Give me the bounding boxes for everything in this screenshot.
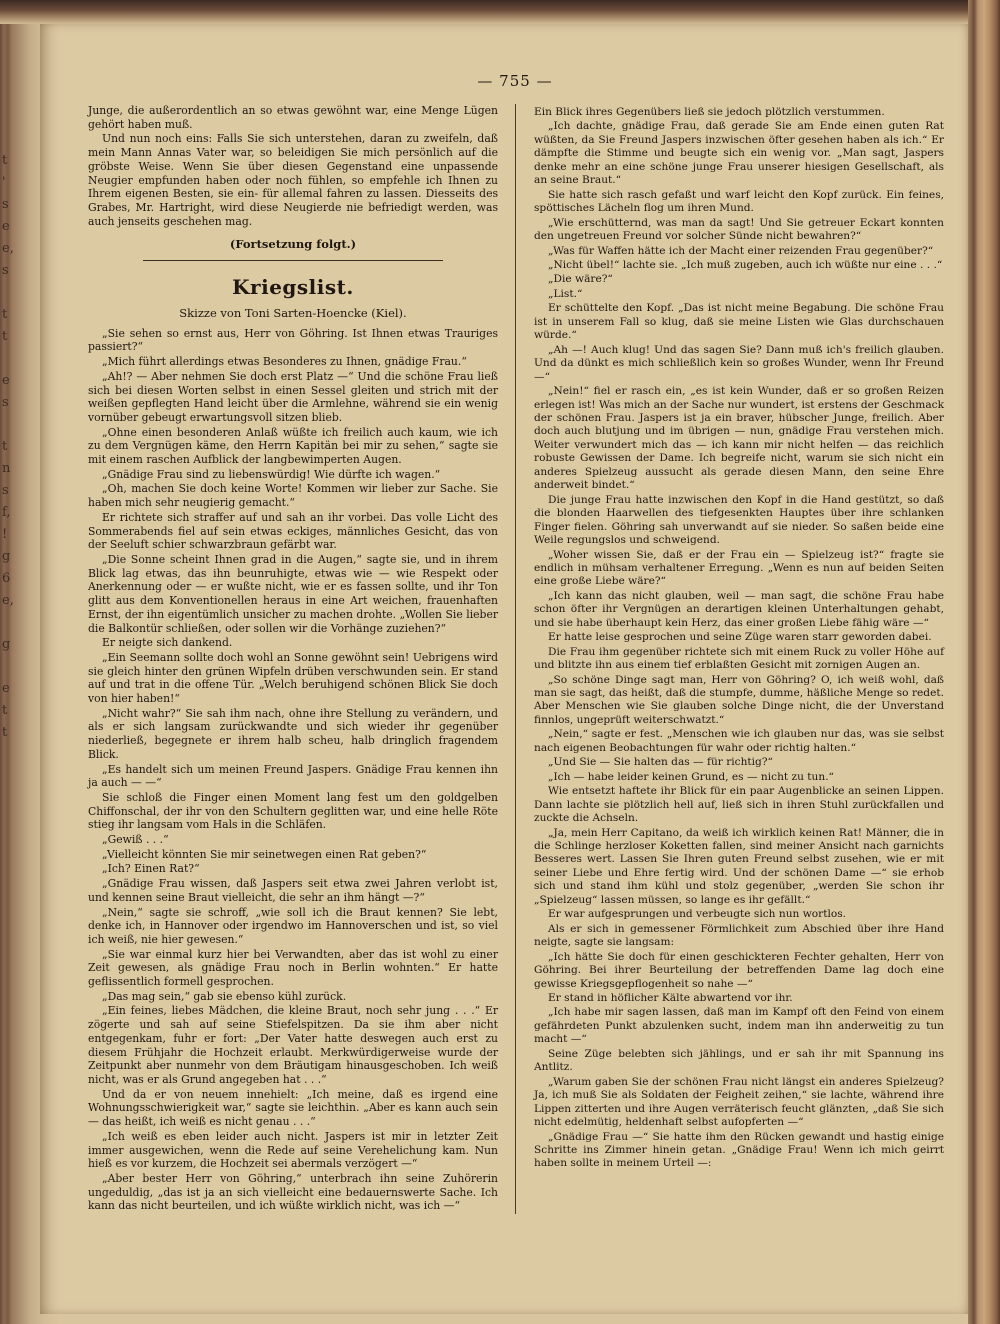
margin-fragment: f, — [2, 505, 11, 520]
paragraph: „Die wäre?“ — [548, 273, 613, 286]
margin-fragment: s — [2, 483, 9, 498]
paragraph: Er stand in höflicher Kälte abwartend vor ihr. — [548, 992, 793, 1004]
paragraph: „Es handelt sich um meinen Freund Jaspers. Gnädige Frau kennen ihn ja auch — —“ — [88, 762, 498, 790]
paragraph: Ein Blick ihres Gegenübers ließ sie jedoch plötzlich verstummen. — [534, 106, 885, 118]
paragraph: „Sie sehen so ernst aus, Herr von Göhring. Ist Ihnen etwas Trauriges passiert?“ — [88, 326, 498, 354]
paragraph: Die junge Frau hatte inzwischen den Kopf in die Hand gestützt, so daß die blonden Haarwellen des tiefgesenkten Hauptes über ihre schlanken Finger fielen. Göhring sah unverwandt auf sie nieder. So saßen beide eine Weile regungslos und schweigend. — [534, 493, 944, 547]
paragraph: „Ah!? — Aber nehmen Sie doch erst Platz —“ Und die schöne Frau ließ sich bei diesen Worten selbst in einen Sessel gleiten und strich mit der weißen gepflegten Hand leicht über die Armlehne, während sie ein wenig vornüber gebeugt erwartungsvoll sitzen blieb. — [88, 369, 498, 424]
paragraph: „Gewiß . . .“ — [102, 833, 169, 847]
paragraph: Wie entsetzt haftete ihr Blick für ein paar Augenblicke an seinen Lippen. Dann lachte sie plötzlich hell auf, ließ sich in ihren Stuhl zurückfallen und zuckte die Achseln. — [534, 785, 944, 825]
margin-fragment: ' — [2, 175, 6, 190]
paragraph: „Mich führt allerdings etwas Besonderes zu Ihnen, gnädige Frau.“ — [102, 355, 467, 369]
margin-fragment: t — [2, 329, 8, 344]
right-column — [534, 106, 944, 1172]
margin-fragment: t — [2, 307, 8, 322]
paragraph: „Ein Seemann sollte doch wohl an Sonne gewöhnt sein! Uebrigens wird sie gleich hinter den grünen Wipfeln drüben verschwunden sein. Er stand auf und trat in die offene Tür. „Welch beruhigend schönen Blick Sie doch von hier haben!“ — [88, 650, 498, 706]
margin-fragment: e, — [2, 593, 14, 608]
paragraph: „Ich hätte Sie doch für einen geschickteren Fechter gehalten, Herr von Göhring. Bei ihrer Beurteilung der betreffenden Dame lag doch eine gewisse Kriegsgepflogenheit so nahe —“ — [534, 950, 944, 990]
paragraph: „Was für Waffen hätte ich der Macht einer reizenden Frau gegenüber?“ — [548, 244, 934, 257]
margin-fragment: s — [2, 197, 9, 212]
paragraph: „So schöne Dinge sagt man, Herr von Göhring? O, ich weiß wohl, daß man sie sagt, das heißt, daß die stumpfe, dumme, häßliche Menge so redet. Aber Menschen wie Sie glauben solche Dinge nicht, die der Unverstand finnlos, ungeprüft weiterschwatzt.“ — [534, 673, 944, 726]
paragraph: Als er sich in gemessener Förmlichkeit zum Abschied über ihre Hand neigte, sagte sie langsam: — [534, 922, 944, 949]
paragraph: Er neigte sich dankend. — [102, 636, 233, 650]
article-body-right — [534, 106, 944, 1171]
page-number: — 755 — — [477, 72, 553, 90]
paragraph: „Warum gaben Sie der schönen Frau nicht längst ein anderes Spielzeug? Ja, ich muß Sie als Soldaten der Feigheit zeihen,“ sie lachte, während ihre Lippen zitterten und ihre Augen verräterisch feucht glänzten, „daß Sie sich nicht edelmütig, heldenhaft selbst aufopferten —“ — [534, 1075, 944, 1129]
paragraph: Und da er von neuem innehielt: „Ich meine, daß es irgend eine Wohnungsschwierigkeit war,“ sagte sie leichthin. „Aber es kann auch sein — das heißt, ich weiß es nicht genau . . .“ — [88, 1087, 498, 1129]
margin-fragment: t — [2, 153, 8, 168]
paragraph: „Nein,“ sagte er fest. „Menschen wie ich glauben nur das, was sie selbst nach eigenen Beobachtungen für wahr oder richtig halten.“ — [534, 728, 944, 754]
margin-fragment: e, — [2, 241, 14, 256]
paragraph: „Sie war einmal kurz hier bei Verwandten, aber das ist wohl zu einer Zeit gewesen, als gnädige Frau noch in Berlin wohnten.“ Er hatte geflissentlich formell gesprochen. — [88, 947, 498, 989]
paragraph: Er schüttelte den Kopf. „Das ist nicht meine Begabung. Die schöne Frau ist in unserem Fall so klug, daß sie meine Listen wie Glas durchschauen würde.“ — [534, 302, 944, 342]
paragraph: „Das mag sein,“ gab sie ebenso kühl zurück. — [102, 989, 347, 1003]
paragraph: „Ich? Einen Rat?“ — [102, 862, 200, 876]
paragraph: Seine Züge belebten sich jählings, und er sah ihr mit Spannung ins Antlitz. — [534, 1047, 944, 1074]
paragraph: „Ohne einen besonderen Anlaß wüßte ich freilich auch kaum, wie ich zu dem Vergnügen käme, den Herrn Kapitän bei mir zu sehen,“ sagte sie mit einem raschen Aufblick der langbewimperten Augen. — [88, 425, 498, 467]
paragraph: „Nicht wahr?“ Sie sah ihm nach, ohne ihre Stellung zu verändern, und als er sich langsam zurückwandte und sich wieder ihr gegenüber niederließ, begegnete er ihrem halb scheu, halb dringlich fragendem Blick. — [88, 706, 498, 761]
book-spine-edge — [968, 0, 1000, 1324]
paragraph: Die Frau ihm gegenüber richtete sich mit einem Ruck zu voller Höhe auf und blitzte ihn aus einem tief erblaßten Gesicht mit zornigen Augen an. — [534, 645, 944, 672]
margin-fragment: e — [2, 219, 10, 234]
margin-fragment: e — [2, 373, 10, 388]
margin-fragment: s — [2, 263, 9, 278]
left-column — [88, 104, 498, 1214]
margin-fragment: t — [2, 725, 8, 740]
paragraph: „Gnädige Frau sind zu liebenswürdig! Wie dürfte ich wagen.“ — [102, 467, 441, 481]
margin-fragment: g — [2, 637, 11, 652]
article-body-left — [88, 327, 498, 1213]
paragraph: Sie schloß die Finger einen Moment lang fest um den goldgelben Chiffonschal, der ihr von den Schultern geglitten war, und eine helle Röte stieg ihr langsam vom Hals in die Schläfen. — [88, 790, 498, 832]
paragraph: „Nein!“ fiel er rasch ein, „es ist kein Wunder, daß er so großen Reizen erlegen ist! Was mich an der Sache nur wundert, ist erstens der Geschmack der schönen Frau. Jaspers ist ja ein braver, hübscher Junge, freilich. Aber doch auch blutjung und im übrigen — nun, gnädige Frau verstehen mich. Weiter verwundert mich das — ich kann mir nicht helfen — das reichlich robuste Gewissen der Dame. Ich begreife nicht, warum sie sich nicht ein anderes Spielzeug aussucht als gerade diesen Mann, den seine Ehre anderweit bindet.“ — [534, 385, 944, 492]
paragraph: Junge, die außerordentlich an so etwas gewöhnt war, eine Menge Lügen gehört haben muß. — [88, 104, 498, 131]
book-top-edge — [0, 0, 1000, 24]
margin-fragment: e — [2, 681, 10, 696]
paragraph: „Ich kann das nicht glauben, weil — man sagt, die schöne Frau habe schon öfter ihr Vergnügen an derartigen kleinen Unterhaltungen gehabt, und sie habe überhaupt kein Herz, das einer großen Liebe fähig wäre —“ — [534, 589, 944, 629]
paragraph: „Ich — habe leider keinen Grund, es — nicht zu tun.“ — [548, 770, 834, 783]
margin-fragment: s — [2, 395, 9, 410]
column-divider — [515, 104, 516, 1214]
paragraph: „Und Sie — Sie halten das — für richtig?“ — [548, 756, 773, 769]
margin-fragment: t — [2, 703, 8, 718]
paragraph: „Vielleicht könnten Sie mir seinetwegen einen Rat geben?“ — [102, 847, 427, 861]
paragraph: „Nein,“ sagte sie schroff, „wie soll ich die Braut kennen? Sie lebt, denke ich, in Hannover oder irgendwo im Hannoverschen und ist, so viel ich weiß, nie hier gewesen.“ — [88, 905, 498, 946]
paragraph: „Ah —! Auch klug! Und das sagen Sie? Dann muß ich's freilich glauben. Und da dünkt es mich schließlich kein so großes Wunder, wenn Ihr Freund —“ — [534, 343, 944, 383]
section-divider — [143, 260, 443, 261]
margin-fragment — [2, 282, 38, 304]
margin-fragment — [2, 656, 38, 678]
paragraph: Er hatte leise gesprochen und seine Züge waren starr geworden dabei. — [548, 631, 932, 644]
paragraph: „Gnädige Frau —“ Sie hatte ihm den Rücken gewandt und hastig einige Schritte ins Zimmer hinein getan. „Gnädige Frau! Wenn ich mich geirrt haben sollte in meinem Urteil —: — [534, 1130, 944, 1170]
previous-story-ending — [88, 104, 498, 228]
paragraph: „Wie erschütternd, was man da sagt! Und Sie getreuer Eckart konnten den ungetreuen Freund vor solcher Sünde nicht bewahren?“ — [534, 216, 944, 243]
paragraph: „Ja, mein Herr Capitano, da weiß ich wirklich keinen Rat! Männer, die in die Schlinge herzloser Koketten fallen, sind meiner Ansicht nach garnichts Besseres wert. Lassen Sie Ihren guten Freund selbst zusehen, wie er mit seiner Liebe und Ehre fertig wird. Und der schönen Dame —“ sie erhob sich und stand ihm kühl und stolz gegenüber, „werden Sie schon ihr „Spielzeug“ lassen müssen, so lange es ihr gefällt.“ — [534, 826, 944, 906]
margin-fragment: t — [2, 439, 8, 454]
facing-page-margin-fragments — [2, 150, 38, 744]
paragraph: „Ein feines, liebes Mädchen, die kleine Braut, noch sehr jung . . .“ Er zögerte und sah auf seine Stiefelspitzen. Da sie ihm aber nicht entgegenkam, fuhr er fort: „Der Vater hatte deswegen auch erst zu diesem Frühjahr die Hochzeit erlaubt. Merkwürdigerweise wurde der Zeitpunkt aber nunmehr von dem Bräutigam hinausgeschoben. Ich weiß nicht, was er als Grund angegeben hat . . .“ — [88, 1004, 498, 1086]
margin-fragment — [2, 348, 38, 370]
paragraph: „Nicht übel!“ lachte sie. „Ich muß zugeben, auch ich wüßte nur eine . . .“ — [548, 258, 943, 271]
paragraph: „Woher wissen Sie, daß er der Frau ein — Spielzeug ist?“ fragte sie endlich in mühsam verhaltener Erregung. „Wenn es nun auf beiden Seiten eine große Liebe wäre?“ — [534, 548, 944, 588]
margin-fragment: g — [2, 549, 11, 564]
paragraph: „Die Sonne scheint Ihnen grad in die Augen,“ sagte sie, und in ihrem Blick lag etwas, das ihn beunruhigte, etwas wie — wie Respekt oder Anerkennung oder — er wußte nicht, wie er es fassen sollte, und ihr Ton glitt aus dem Konventionellen heraus in eine Art weichen, frauenhaften Ernst, der ihn eigentümlich unsicher zu machen drohte. „Wollen Sie lieber die Balkontür schließen, oder sollen wir die Vorhänge zuziehen?“ — [88, 552, 498, 635]
paragraph: Und nun noch eins: Falls Sie sich unterstehen, daran zu zweifeln, daß mein Mann Annas Vater war, so beleidigen Sie mich persönlich auf die gröbste Weise. Wenn Sie über diesen Gegenstand eine unpassende Neugier empfunden haben oder noch fühlen, so empfehle ich Ihnen zu Ihrem eigenen Besten, sie ein- für allemal fahren zu lassen. Diesseits des Grabes, Mr. Hartright, wird diese Neugierde nie befriedigt werden, was auch jenseits geschehen mag. — [88, 132, 498, 228]
paragraph: Er war aufgesprungen und verbeugte sich nun wortlos. — [548, 908, 847, 921]
continued-note: (Fortsetzung folgt.) — [229, 237, 357, 252]
paragraph: „Ich habe mir sagen lassen, daß man im Kampf oft den Feind von einem gefährdeten Punkt abzulenken sucht, indem man ihn anderweitig zu tun macht —“ — [534, 1006, 944, 1046]
margin-fragment — [2, 612, 38, 634]
paragraph: „Oh, machen Sie doch keine Worte! Kommen wir lieber zur Sache. Sie haben mich sehr neugierig gemacht.“ — [88, 482, 498, 510]
article-title: Kriegslist. — [232, 275, 354, 300]
margin-fragment — [2, 414, 38, 436]
article-byline: Skizze von Toni Sarten-Hoencke (Kiel). — [179, 306, 407, 321]
margin-fragment: 6 — [2, 571, 11, 586]
paragraph: „Aber bester Herr von Göhring,“ unterbrach ihn seine Zuhörerin ungeduldig, „das ist ja an sich vielleicht eine bedauernswerte Sache. Ich kann das nicht beurteilen, und ich wüßte wirklich nicht, was ich —“ — [88, 1171, 498, 1213]
paragraph: Sie hatte sich rasch gefaßt und warf leicht den Kopf zurück. Ein feines, spöttisches Lächeln flog um ihren Mund. — [534, 188, 944, 215]
paragraph: Er richtete sich straffer auf und sah an ihr vorbei. Das volle Licht des Sommerabends fiel auf sein etwas eckiges, männliches Gesicht, das von der Seeluft schier schwarzbraun gefärbt war. — [88, 510, 498, 552]
margin-fragment: ! — [2, 527, 8, 542]
paragraph: „Gnädige Frau wissen, daß Jaspers seit etwa zwei Jahren verlobt ist, und kennen seine Braut vielleicht, die sehr an ihm hängt —?“ — [88, 877, 498, 904]
margin-fragment: n — [2, 461, 11, 476]
paragraph: „Ich weiß es eben leider auch nicht. Jaspers ist mir in letzter Zeit immer ausgewichen, wenn die Rede auf seine Verehelichung kam. Nun hieß es vor kurzem, die Hochzeit sei abermals verzögert —“ — [88, 1129, 498, 1171]
paragraph: „List.“ — [548, 287, 583, 300]
paragraph: „Ich dachte, gnädige Frau, daß gerade Sie am Ende einen guten Rat wüßten, da Sie Freund Jaspers inzwischen öfter gesehen haben als ich.“ Er dämpfte die Stimme und beugte sich ein wenig vor. „Man sagt, Jaspers denke mehr an eine schöne junge Frau unserer hiesigen Gesellschaft, als an seine Braut.“ — [534, 120, 944, 187]
